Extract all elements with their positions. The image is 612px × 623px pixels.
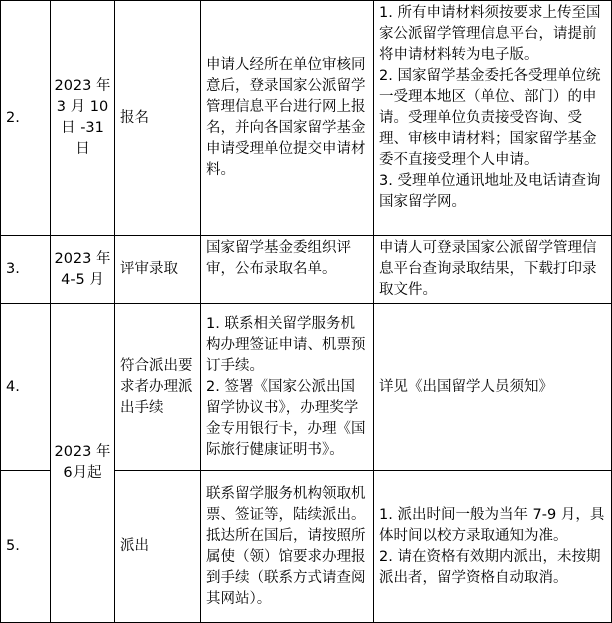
notes-cell: 1. 派出时间一般为当年 7-9 月，具体时间以校方录取通知为准。 2. 请在资格有效期内派出，未按期派出者，留学资格自动取消。 <box>374 471 612 623</box>
stage-cell: 评审录取 <box>115 236 201 304</box>
table-row <box>1 236 612 304</box>
row-number: 3. <box>1 236 51 304</box>
table-row <box>1 1 612 236</box>
row-number: 2. <box>1 1 51 236</box>
time-cell: 2023 年 6月起 <box>51 304 115 623</box>
row-number: 4. <box>1 304 51 471</box>
time-cell: 2023 年 3 月 10 日 -31 日 <box>51 1 115 236</box>
stage-cell: 符合派出要求者办理派出手续 <box>115 304 201 471</box>
content-cell: 联系留学服务机构领取机票、签证等，陆续派出。 抵达所在国后，请按照所属使（领）馆要求办理报到手续（联系方式请查阅其网站）。 <box>201 471 374 623</box>
notes-cell: 详见《出国留学人员须知》 <box>374 304 612 471</box>
content-cell: 申请人经所在单位审核同意后，登录国家公派留学管理信息平台进行网上报名，并向各国家留学基金申请受理单位提交申请材料。 <box>201 1 374 236</box>
content-cell: 国家留学基金委组织评审，公布录取名单。 <box>201 236 374 304</box>
notes-cell: 申请人可登录国家公派留学管理信息平台查询录取结果，下载打印录取文件。 <box>374 236 612 304</box>
row-number: 5. <box>1 471 51 623</box>
content-cell: 1. 联系相关留学服务机构办理签证申请、机票预订手续。 2. 签署《国家公派出国留学协议书》，办理奖学金专用银行卡，办理《国际旅行健康证明书》。 <box>201 304 374 471</box>
time-cell: 2023 年 4-5 月 <box>51 236 115 304</box>
stage-cell: 报名 <box>115 1 201 236</box>
notes-cell: 1. 所有申请材料须按要求上传至国家公派留学管理信息平台，请提前将申请材料转为电子版。 2. 国家留学基金委托各受理单位统一受理本地区（单位、部门）的申请。受理单位负责接受咨询、受理、审核申请材料；国家留学基金委不直接受理个人申请。 3. 受理单位通讯地址及电话请查询国家留学网。 <box>374 1 612 236</box>
stage-cell: 派出 <box>115 471 201 623</box>
table-row <box>1 304 612 471</box>
